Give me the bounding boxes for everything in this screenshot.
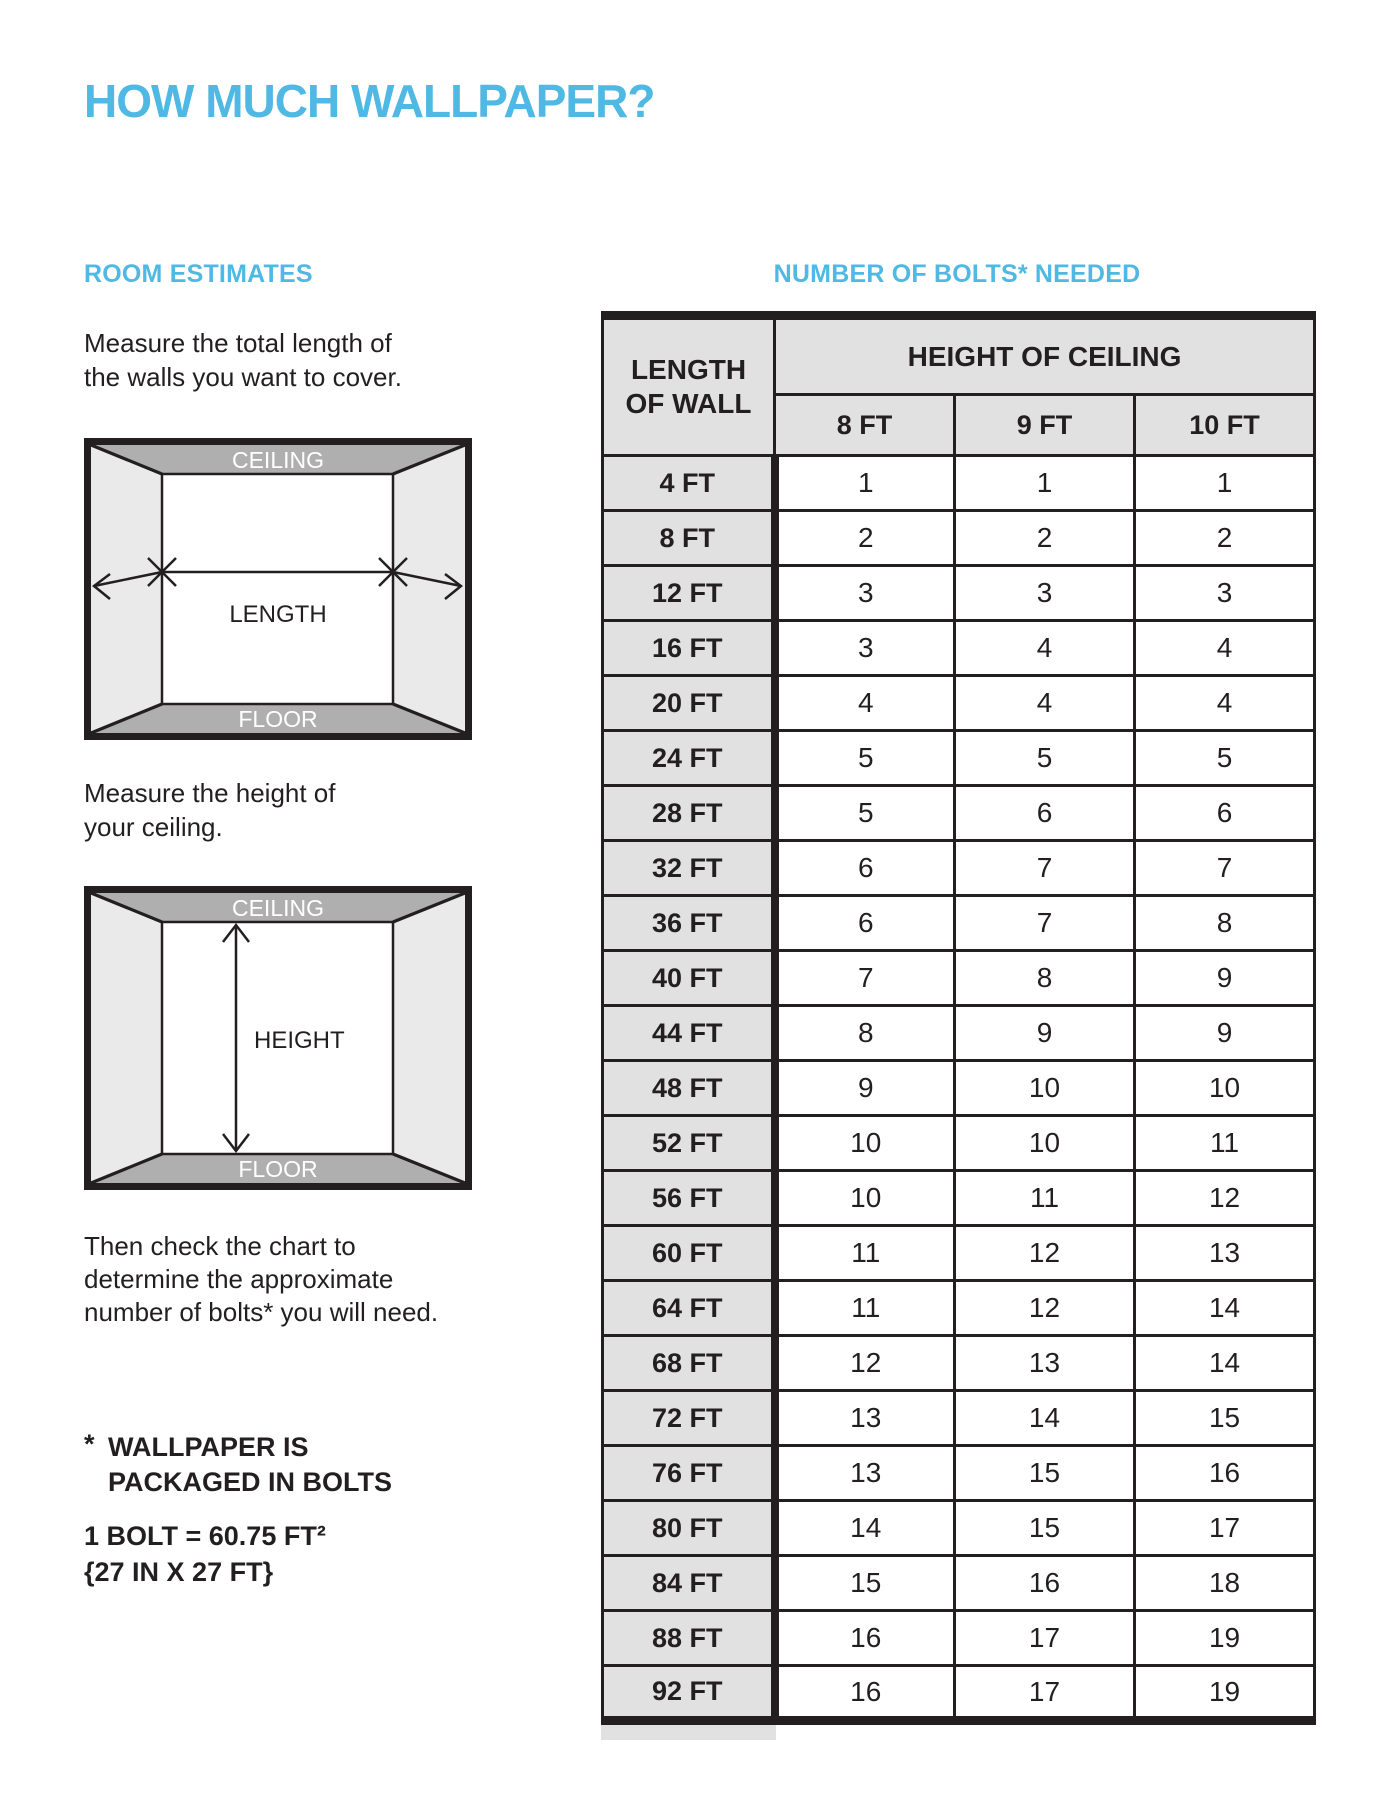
table-row bbox=[603, 566, 1315, 621]
wall-length-label: 56 FT bbox=[603, 1171, 775, 1226]
ceiling-height-diagram bbox=[84, 886, 472, 1195]
ceiling-10ft-header: 10 FT bbox=[1135, 395, 1315, 456]
bolt-count-cell: 16 bbox=[1135, 1446, 1315, 1501]
page-title: HOW MUCH WALLPAPER? bbox=[84, 75, 655, 127]
bolt-count-cell: 4 bbox=[1135, 676, 1315, 731]
footnote-text: WALLPAPER IS PACKAGED IN BOLTS bbox=[108, 1432, 393, 1497]
table-row bbox=[603, 1171, 1315, 1226]
table-row bbox=[603, 1446, 1315, 1501]
wall-length-label: 80 FT bbox=[603, 1501, 775, 1556]
bolt-count-cell: 3 bbox=[1135, 566, 1315, 621]
table-row bbox=[603, 1501, 1315, 1556]
wall-length-label: 28 FT bbox=[603, 786, 775, 841]
bolts-table-container bbox=[601, 311, 1313, 1740]
table-row bbox=[603, 1611, 1315, 1666]
bolt-count-cell: 4 bbox=[1135, 621, 1315, 676]
table-row bbox=[603, 896, 1315, 951]
bolt-count-cell: 19 bbox=[1135, 1666, 1315, 1721]
bolt-count-cell: 6 bbox=[955, 786, 1135, 841]
bolt-count-cell: 1 bbox=[775, 456, 955, 511]
bolt-count-cell: 15 bbox=[955, 1446, 1135, 1501]
wall-length-label: 72 FT bbox=[603, 1391, 775, 1446]
table-row bbox=[603, 1391, 1315, 1446]
bolt-count-cell: 16 bbox=[775, 1666, 955, 1721]
bolt-count-cell: 14 bbox=[775, 1501, 955, 1556]
length-of-wall-header: LENGTH OF WALL bbox=[603, 316, 775, 456]
table-row bbox=[603, 786, 1315, 841]
table-row bbox=[603, 456, 1315, 511]
bolt-count-cell: 4 bbox=[955, 621, 1135, 676]
table-row bbox=[603, 1006, 1315, 1061]
wall-length-label: 16 FT bbox=[603, 621, 775, 676]
table-row bbox=[603, 951, 1315, 1006]
bolt-count-cell: 6 bbox=[1135, 786, 1315, 841]
bolt-count-cell: 10 bbox=[955, 1116, 1135, 1171]
bolt-count-cell: 7 bbox=[955, 896, 1135, 951]
wall-length-label: 52 FT bbox=[603, 1116, 775, 1171]
bolt-count-cell: 14 bbox=[1135, 1336, 1315, 1391]
bolt-count-cell: 13 bbox=[955, 1336, 1135, 1391]
back-wall bbox=[162, 474, 393, 704]
bolt-count-cell: 12 bbox=[955, 1226, 1135, 1281]
wall-length-label: 64 FT bbox=[603, 1281, 775, 1336]
bolt-count-cell: 11 bbox=[955, 1171, 1135, 1226]
bolt-count-cell: 13 bbox=[775, 1446, 955, 1501]
bolt-count-cell: 3 bbox=[955, 566, 1135, 621]
bolt-count-cell: 11 bbox=[1135, 1116, 1315, 1171]
bolts-footnote bbox=[84, 1430, 392, 1500]
table-row bbox=[603, 731, 1315, 786]
bolt-count-cell: 8 bbox=[1135, 896, 1315, 951]
bolt-count-cell: 7 bbox=[775, 951, 955, 1006]
bolt-count-cell: 4 bbox=[955, 676, 1135, 731]
step2-instruction: Measure the height of your ceiling. bbox=[84, 778, 336, 842]
floor-label: FLOOR bbox=[238, 1156, 318, 1182]
bolt-count-cell: 9 bbox=[955, 1006, 1135, 1061]
wall-length-label: 68 FT bbox=[603, 1336, 775, 1391]
floor-label: FLOOR bbox=[238, 706, 318, 732]
table-row bbox=[603, 676, 1315, 731]
ceiling-8ft-header: 8 FT bbox=[775, 395, 955, 456]
bolt-count-cell: 6 bbox=[775, 896, 955, 951]
bolt-count-cell: 7 bbox=[955, 841, 1135, 896]
bolt-count-cell: 10 bbox=[1135, 1061, 1315, 1116]
bolt-count-cell: 8 bbox=[775, 1006, 955, 1061]
bolt-count-cell: 14 bbox=[955, 1391, 1135, 1446]
height-label: HEIGHT bbox=[254, 1027, 345, 1054]
wall-length-label: 48 FT bbox=[603, 1061, 775, 1116]
bolt-count-cell: 1 bbox=[955, 456, 1135, 511]
height-of-ceiling-header: HEIGHT OF CEILING bbox=[775, 316, 1315, 395]
table-row bbox=[603, 1061, 1315, 1116]
bolt-equation: 1 BOLT = 60.75 FT² bbox=[84, 1521, 326, 1551]
bolt-count-cell: 2 bbox=[775, 511, 955, 566]
bolt-count-cell: 6 bbox=[775, 841, 955, 896]
wall-length-label: 76 FT bbox=[603, 1446, 775, 1501]
bolt-count-cell: 17 bbox=[955, 1611, 1135, 1666]
bolt-count-cell: 9 bbox=[775, 1061, 955, 1116]
bolt-count-cell: 13 bbox=[775, 1391, 955, 1446]
bolt-count-cell: 16 bbox=[775, 1611, 955, 1666]
bolt-count-cell: 5 bbox=[775, 731, 955, 786]
bolt-count-cell: 12 bbox=[1135, 1171, 1315, 1226]
bolts-table bbox=[601, 311, 1316, 1725]
bolt-count-cell: 12 bbox=[955, 1281, 1135, 1336]
step3-instruction: Then check the chart to determine the approximate number of bolts* you will need. bbox=[84, 1231, 439, 1327]
wall-length-label: 36 FT bbox=[603, 896, 775, 951]
wall-length-label: 44 FT bbox=[603, 1006, 775, 1061]
bolt-count-cell: 5 bbox=[775, 786, 955, 841]
room-length-diagram bbox=[84, 438, 472, 745]
bolt-count-cell: 15 bbox=[1135, 1391, 1315, 1446]
left-wall-surface bbox=[91, 445, 162, 733]
bolt-count-cell: 12 bbox=[775, 1336, 955, 1391]
bolt-count-cell: 1 bbox=[1135, 456, 1315, 511]
bolt-count-cell: 16 bbox=[955, 1556, 1135, 1611]
ceiling-label: CEILING bbox=[231, 895, 325, 921]
table-row bbox=[603, 1666, 1315, 1721]
wall-length-label: 8 FT bbox=[603, 511, 775, 566]
wall-length-label: 4 FT bbox=[603, 456, 775, 511]
bolt-count-cell: 4 bbox=[775, 676, 955, 731]
length-label: LENGTH bbox=[229, 601, 327, 628]
table-row bbox=[603, 1116, 1315, 1171]
table-row bbox=[603, 841, 1315, 896]
bolt-count-cell: 15 bbox=[775, 1556, 955, 1611]
bolt-dimensions: {27 IN X 27 FT} bbox=[84, 1557, 274, 1587]
bolt-count-cell: 15 bbox=[955, 1501, 1135, 1556]
wall-length-label: 84 FT bbox=[603, 1556, 775, 1611]
bolt-count-cell: 17 bbox=[955, 1666, 1135, 1721]
bolt-count-cell: 10 bbox=[955, 1061, 1135, 1116]
wall-length-label: 32 FT bbox=[603, 841, 775, 896]
table-row bbox=[603, 1226, 1315, 1281]
bolt-count-cell: 9 bbox=[1135, 951, 1315, 1006]
bolt-count-cell: 10 bbox=[775, 1171, 955, 1226]
asterisk-marker: * bbox=[84, 1429, 95, 1459]
bolt-count-cell: 10 bbox=[775, 1116, 955, 1171]
bolt-count-cell: 11 bbox=[775, 1226, 955, 1281]
wall-length-label: 24 FT bbox=[603, 731, 775, 786]
bolt-count-cell: 2 bbox=[1135, 511, 1315, 566]
bolt-count-cell: 11 bbox=[775, 1281, 955, 1336]
wall-length-label: 60 FT bbox=[603, 1226, 775, 1281]
step1-instruction: Measure the total length of the walls you want to cover. bbox=[84, 328, 402, 392]
bolt-count-cell: 7 bbox=[1135, 841, 1315, 896]
table-footer-tab bbox=[601, 1725, 776, 1740]
wall-length-label: 12 FT bbox=[603, 566, 775, 621]
bolt-count-cell: 9 bbox=[1135, 1006, 1315, 1061]
room-estimates-heading: ROOM ESTIMATES bbox=[84, 260, 313, 288]
ceiling-label: CEILING bbox=[231, 447, 325, 473]
bolt-count-cell: 19 bbox=[1135, 1611, 1315, 1666]
left-wall-surface bbox=[91, 893, 162, 1183]
bolts-needed-heading: NUMBER OF BOLTS* NEEDED bbox=[773, 260, 1141, 288]
table-row bbox=[603, 1556, 1315, 1611]
bolt-count-cell: 5 bbox=[1135, 731, 1315, 786]
bolt-count-cell: 2 bbox=[955, 511, 1135, 566]
wall-length-label: 20 FT bbox=[603, 676, 775, 731]
table-row bbox=[603, 621, 1315, 676]
bolts-table-body bbox=[603, 456, 1315, 1721]
table-row bbox=[603, 511, 1315, 566]
bolt-count-cell: 3 bbox=[775, 566, 955, 621]
bolt-count-cell: 14 bbox=[1135, 1281, 1315, 1336]
header-row-1 bbox=[603, 316, 1315, 395]
bolt-count-cell: 17 bbox=[1135, 1501, 1315, 1556]
wall-length-label: 92 FT bbox=[603, 1666, 775, 1721]
bolt-count-cell: 5 bbox=[955, 731, 1135, 786]
bolt-count-cell: 8 bbox=[955, 951, 1135, 1006]
ceiling-9ft-header: 9 FT bbox=[955, 395, 1135, 456]
bolt-count-cell: 13 bbox=[1135, 1226, 1315, 1281]
bolt-count-cell: 3 bbox=[775, 621, 955, 676]
right-wall-surface bbox=[393, 445, 465, 733]
wall-length-label: 40 FT bbox=[603, 951, 775, 1006]
bolt-count-cell: 18 bbox=[1135, 1556, 1315, 1611]
ceiling-height-diagram-svg bbox=[84, 886, 472, 1190]
room-length-diagram-svg bbox=[84, 438, 472, 740]
table-row bbox=[603, 1281, 1315, 1336]
table-row bbox=[603, 1336, 1315, 1391]
right-wall-surface bbox=[393, 893, 465, 1183]
wall-length-label: 88 FT bbox=[603, 1611, 775, 1666]
